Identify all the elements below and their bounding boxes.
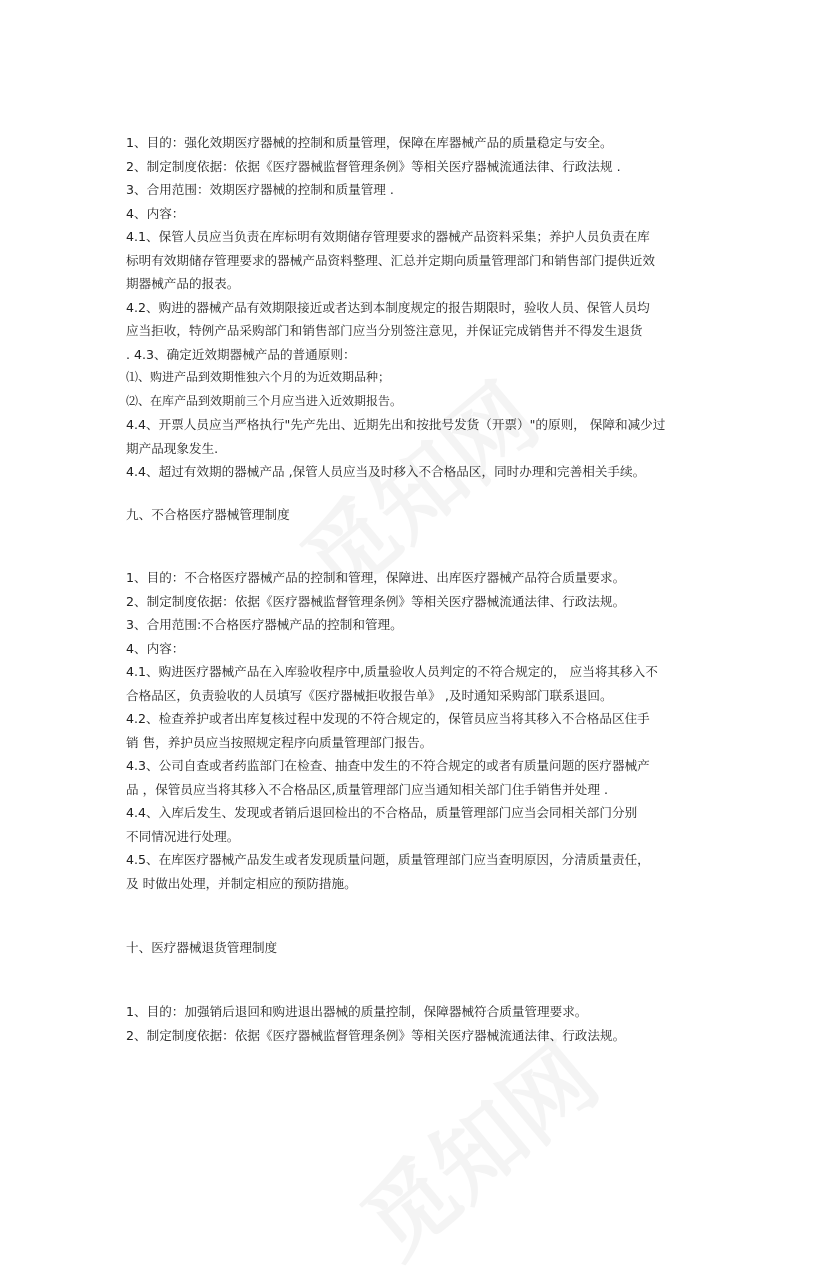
paragraph-line: 4.2、检查养护或者出库复核过程中发现的不符合规定的，保管员应当将其移入不合格品区住手 [126, 711, 650, 726]
paragraph-line: 应当拒收，特例产品采购部门和销售部门应当分别签注意见，并保证完成销售并不得发生退货 [126, 323, 643, 338]
section-heading-nonconforming: 九、不合格医疗器械管理制度 [126, 507, 290, 522]
paragraph-line: 2、制定制度依据：依据《医疗器械监督管理条例》等相关医疗器械流通法律、行政法规。 [126, 1027, 626, 1043]
effective-period-section [126, 131, 716, 484]
paragraph-line: ⑵、在库产品到效期前三个月应当进入近效期报告。 [126, 393, 403, 408]
paragraph-line: 3、合用范围：效期医疗器械的控制和质量管理 . [126, 182, 394, 197]
paragraph-line: 及 时做出处理，并制定相应的预防措施。 [126, 875, 357, 891]
paragraph-line: 不同情况进行处理。 [126, 828, 240, 844]
paragraph-line: . 4.3、确定近效期器械产品的普通原则： [126, 346, 356, 362]
paragraph-line: 4、内容： [126, 205, 185, 221]
paragraph-line: 4、内容： [126, 640, 185, 656]
paragraph-line: 2、制定制度依据：依据《医疗器械监督管理条例》等相关医疗器械流通法律、行政法规 . [126, 158, 621, 174]
paragraph-line: 4.1、购进医疗器械产品在入库验收程序中,质量验收人员判定的不符合规定的， 应当将其移入不 [126, 664, 658, 679]
paragraph-line: 4.4、超过有效期的器械产品 ,保管人员应当及时移入不合格品区，同时办理和完善相关手续。 [126, 464, 646, 479]
returns-section [126, 1000, 716, 1047]
paragraph-line: 品 ，保管员应当将其移入不合格品区,质量管理部门应当通知相关部门住手销售并处理 . [126, 781, 608, 797]
paragraph-line: 1、目的：不合格医疗器械产品的控制和管理，保障进、出库医疗器械产品符合质量要求。 [126, 570, 626, 585]
paragraph-line: 4.1、保管人员应当负责在库标明有效期储存管理要求的器械产品资料采集；养护人员负责在库 [126, 229, 650, 244]
watermark-graphic [330, 1008, 620, 1281]
paragraph-line: 4.2、购进的器械产品有效期限接近或者达到本制度规定的报告期限时，验收人员、保管人员均 [126, 299, 650, 315]
paragraph-line: 4.3、公司自查或者药监部门在检查、抽查中发生的不符合规定的或者有质量问题的医疗器械产 [126, 758, 650, 773]
paragraph-line: 4.4、入库后发生、发现或者销后退回检出的不合格品，质量管理部门应当会同相关部门分别 [126, 805, 638, 820]
paragraph-line: 1、目的：强化效期医疗器械的控制和质量管理，保障在库器械产品的质量稳定与安全。 [126, 135, 613, 150]
paragraph-line: 1、目的：加强销后退回和购进退出器械的质量控制，保障器械符合质量管理要求。 [126, 1004, 588, 1019]
paragraph-line: 3、合用范围:不合格医疗器械产品的控制和管理。 [126, 617, 403, 632]
paragraph-line: ⑴、购进产品到效期惟独六个月的为近效期品种； [126, 370, 391, 384]
section-heading-returns: 十、医疗器械退货管理制度 [126, 940, 278, 955]
paragraph-line: 期产品现象发生. [126, 440, 219, 456]
paragraph-line: 4.5、在库医疗器械产品发生或者发现质量问题，质量管理部门应当查明原因，分清质量责任， [126, 852, 650, 867]
paragraph-line: 合格品区，负责验收的人员填写《医疗器械拒收报告单》 ,及时通知采购部门联系退回。 [126, 687, 613, 703]
paragraph-line: 2、制定制度依据：依据《医疗器械监督管理条例》等相关医疗器械流通法律、行政法规。 [126, 593, 626, 609]
paragraph-line: 4.4、开票人员应当严格执行"先产先出、近期先出和按批号发货（开票）"的原则， 保障和减少过 [126, 417, 666, 432]
paragraph-line: 期器械产品的报表。 [126, 276, 240, 291]
nonconforming-section [126, 566, 716, 895]
paragraph-line: 销 售，养护员应当按照规定程序向质量管理部门报告。 [126, 734, 433, 750]
paragraph-line: 标明有效期储存管理要求的器械产品资料整理、汇总并定期向质量管理部门和销售部门提供近效 [126, 252, 655, 268]
